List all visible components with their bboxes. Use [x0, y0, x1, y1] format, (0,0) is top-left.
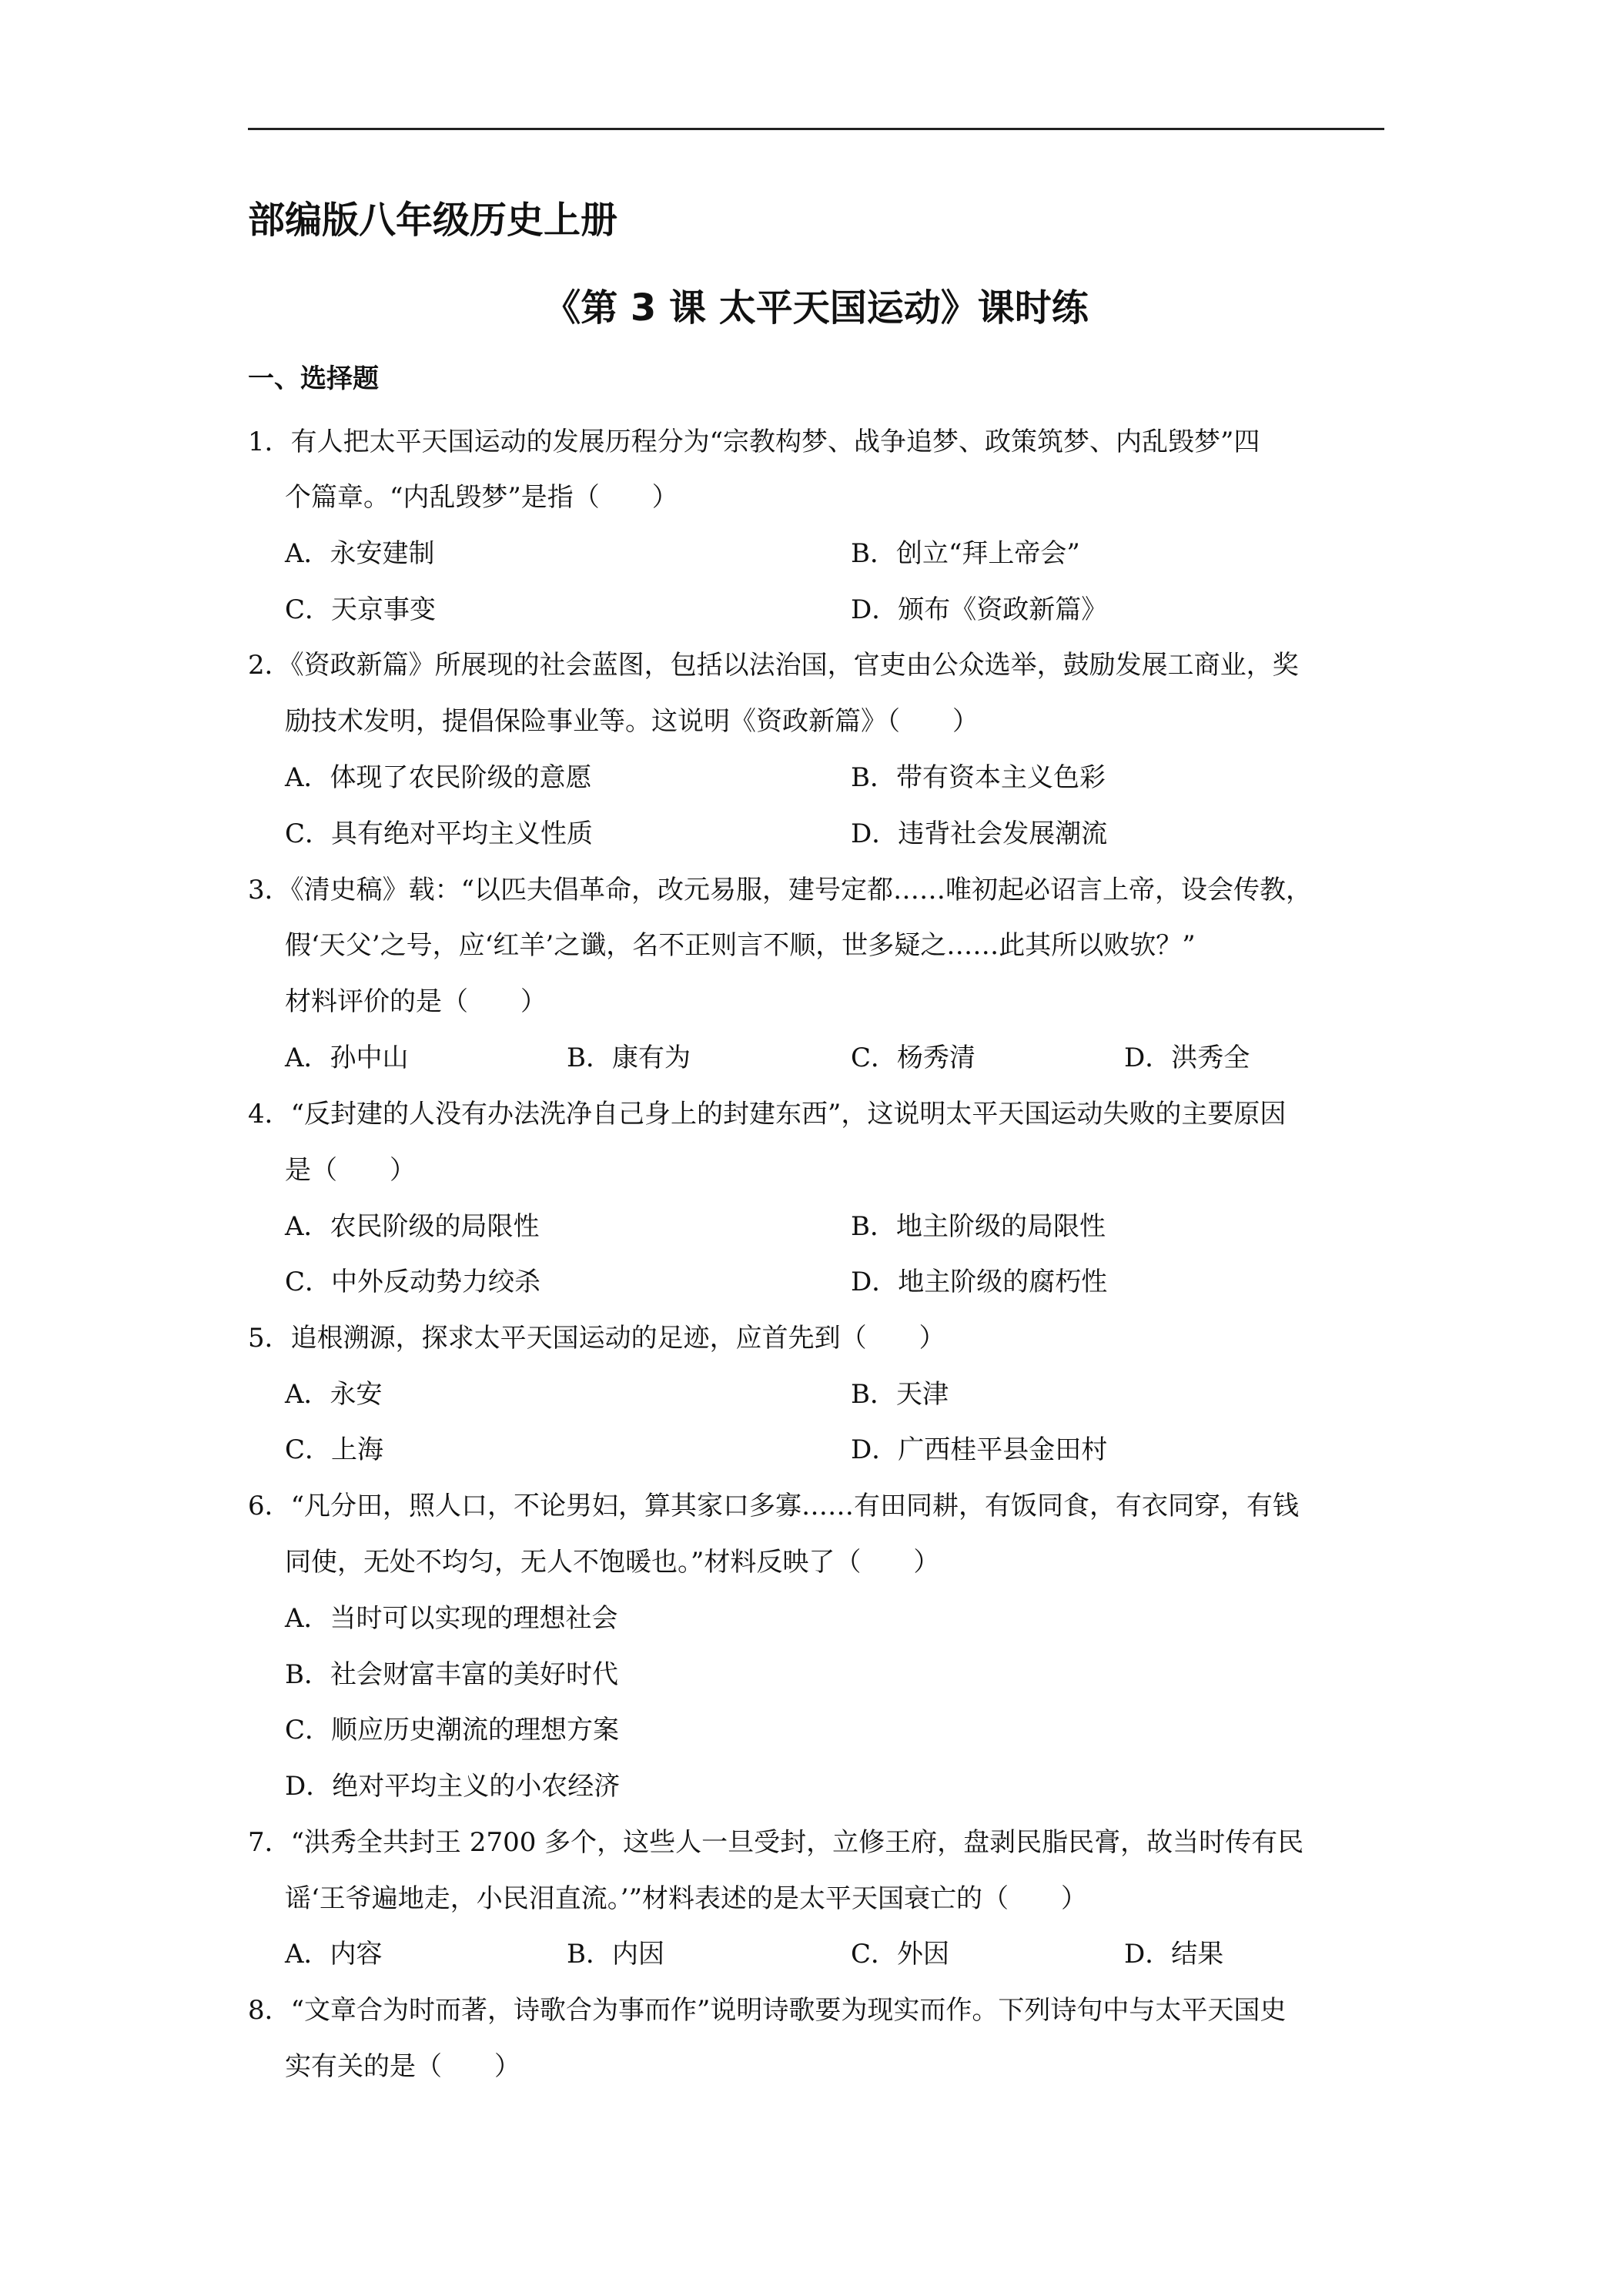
question-1-option-c: C．天京事变 [285, 594, 437, 625]
question-2-option-c: C．具有绝对平均主义性质 [285, 818, 594, 849]
question-6-text-line-1: 6．“凡分田，照人口，不论男妇，算其家口多寡……有田同耕，有饭同食，有衣同穿，有钱 [248, 1491, 1300, 1521]
question-4-option-a: A．农民阶级的局限性 [285, 1211, 540, 1242]
question-3-option-c: C．杨秀清 [851, 1043, 976, 1073]
question-7-option-a: A．内容 [285, 1939, 383, 1970]
question-3-text-line-1: 3．《清史稿》载：“以匹夫倡革命，改元易服，建号定都……唯初起必诏言上帝，设会传教， [248, 875, 1313, 905]
question-1-option-d: D．颁布《资政新篇》 [851, 594, 1108, 625]
question-7-option-b: B．内因 [567, 1939, 664, 1970]
question-6-option-a: A．当时可以实现的理想社会 [285, 1603, 618, 1634]
question-2-option-d: D．违背社会发展潮流 [851, 818, 1108, 849]
question-7-text-line-2: 谣‘王爷遍地走，小民泪直流。’”材料表述的是太平天国衰亡的（ ） [285, 1883, 1087, 1914]
question-5-text-line-1: 5．追根溯源，探求太平天国运动的足迹，应首先到（ ） [248, 1323, 945, 1354]
question-2-text-line-1: 2．《资政新篇》所展现的社会蓝图，包括以法治国，官吏由公众选举，鼓励发展工商业，奖 [248, 650, 1299, 681]
question-4-text-line-1: 4．“反封建的人没有办法洗净自己身上的封建东西”，这说明太平天国运动失败的主要原因 [248, 1099, 1287, 1130]
question-3-option-a: A．孙中山 [285, 1043, 409, 1073]
question-8-text-line-1: 8．“文章合为时而著，诗歌合为事而作”说明诗歌要为现实而作。下列诗句中与太平天国史 [248, 1995, 1287, 2026]
question-4-text-line-2: 是（ ） [285, 1155, 416, 1186]
question-4-option-c: C．中外反动势力绞杀 [285, 1267, 541, 1297]
question-5-option-c: C．上海 [285, 1434, 384, 1465]
document-title: 部编版八年级历史上册 [248, 199, 618, 242]
question-3-text-line-3: 材料评价的是（ ） [285, 986, 547, 1017]
lesson-title: 《第 3 课 太平天国运动》课时练 [544, 286, 1089, 330]
question-2-option-b: B．带有资本主义色彩 [851, 762, 1106, 793]
question-7-option-c: C．外因 [851, 1939, 950, 1970]
header-rule [248, 128, 1384, 130]
question-1-option-b: B．创立“拜上帝会” [851, 538, 1080, 569]
question-5-option-a: A．永安 [285, 1379, 383, 1410]
section-heading-multiple-choice: 一、选择题 [248, 363, 379, 394]
question-6-text-line-2: 同使，无处不均匀，无人不饱暖也。”材料反映了（ ） [285, 1547, 940, 1578]
question-4-option-b: B．地主阶级的局限性 [851, 1211, 1106, 1242]
question-8-text-line-2: 实有关的是（ ） [285, 2051, 520, 2082]
question-7-option-d: D．结果 [1124, 1939, 1224, 1970]
question-1-text-line-1: 1．有人把太平天国运动的发展历程分为“宗教构梦、战争追梦、政策筑梦、内乱毁梦”四 [248, 427, 1260, 457]
question-7-text-line-1: 7．“洪秀全共封王 2700 多个，这些人一旦受封，立修王府，盘剥民脂民膏，故当时传有民 [248, 1827, 1304, 1858]
question-3-option-d: D．洪秀全 [1124, 1043, 1250, 1073]
question-6-option-d: D．绝对平均主义的小农经济 [285, 1771, 621, 1802]
question-4-option-d: D．地主阶级的腐朽性 [851, 1267, 1108, 1297]
question-1-option-a: A．永安建制 [285, 538, 435, 569]
question-1-text-line-2: 个篇章。“内乱毁梦”是指（ ） [285, 482, 678, 513]
question-3-text-line-2: 假‘天父’之号，应‘红羊’之谶，名不正则言不顺，世多疑之……此其所以败欤？” [285, 930, 1196, 961]
question-2-option-a: A．体现了农民阶级的意愿 [285, 762, 592, 793]
question-2-text-line-2: 励技术发明，提倡保险事业等。这说明《资政新篇》（ ） [285, 706, 979, 737]
question-6-option-b: B．社会财富丰富的美好时代 [285, 1659, 618, 1690]
question-6-option-c: C．顺应历史潮流的理想方案 [285, 1715, 620, 1745]
question-5-option-b: B．天津 [851, 1379, 949, 1410]
question-5-option-d: D．广西桂平县金田村 [851, 1434, 1108, 1465]
question-3-option-b: B．康有为 [567, 1043, 691, 1073]
